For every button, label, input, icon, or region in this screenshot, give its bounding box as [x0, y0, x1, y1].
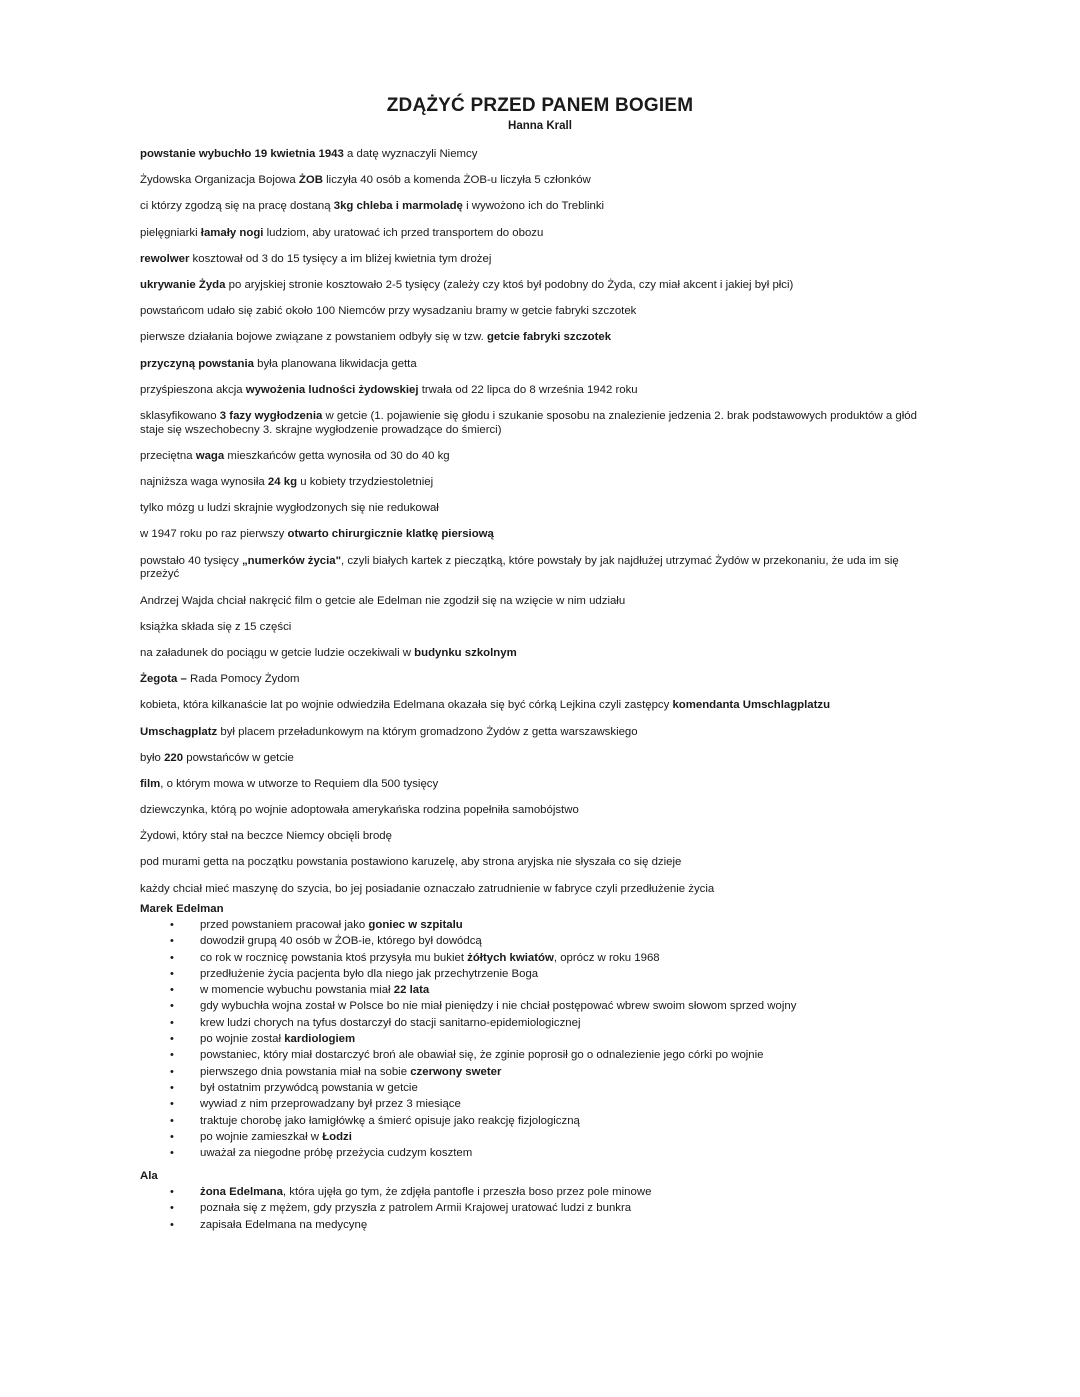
bold-text: ukrywanie Żyda: [140, 278, 226, 291]
fact-paragraph: [140, 830, 940, 844]
bullet-icon: •: [170, 1033, 174, 1046]
section-ala: [140, 1169, 940, 1233]
fact-paragraph: [140, 883, 940, 897]
fact-paragraph: [140, 279, 940, 293]
text-segment: po wojnie został: [200, 1033, 285, 1046]
bold-text: 3kg chleba i marmoladę: [333, 200, 463, 213]
bullet-icon: •: [170, 984, 174, 997]
text-segment: każdy chciał mieć maszynę do szycia, bo jej posiadanie oznaczało zatrudnienie w fabryce czyli przedłużenie życia: [140, 882, 715, 895]
text-segment: książka składa się z 15 części: [140, 620, 292, 633]
text-segment: ludziom, aby uratować ich przed transportem do obozu: [263, 226, 544, 239]
text-segment: powstańców w getcie: [183, 751, 294, 764]
list-item: [140, 1064, 940, 1080]
facts-list: [140, 148, 940, 909]
fact-paragraph: [140, 856, 940, 870]
text-segment: sklasyfikowano: [140, 409, 220, 422]
list-item: [140, 1031, 940, 1047]
text-segment: w momencie wybuchu powstania miał: [200, 984, 394, 997]
fact-paragraph: [140, 384, 940, 398]
text-segment: i wywożono ich do Treblinki: [462, 200, 605, 213]
bullet-list: [140, 1184, 940, 1233]
text-segment: , oprócz w roku 1968: [553, 951, 660, 964]
text-segment: traktuje chorobę jako łamigłówkę a śmierć opisuje jako reakcję fizjologiczną: [200, 1114, 580, 1127]
text-segment: wywiad z nim przeprowadzany był przez 3 miesiące: [200, 1098, 461, 1111]
bold-text: przyczyną powstania: [140, 357, 254, 370]
fact-paragraph: [140, 253, 940, 267]
text-segment: powstańcom udało się zabić około 100 Niemców przy wysadzaniu bramy w getcie fabryki szczotek: [140, 305, 637, 318]
bold-text: kardiologiem: [284, 1033, 356, 1046]
bold-text: żółtych kwiatów: [467, 951, 554, 964]
bold-text: film: [140, 777, 161, 790]
list-item: [140, 966, 940, 982]
text-segment: , która ujęła go tym, że zdjęła pantofle i przeszła boso przez pole minowe: [282, 1186, 652, 1198]
bold-text: wywożenia ludności żydowskiej: [245, 383, 419, 396]
bold-text: „numerków życia": [241, 554, 342, 567]
text-segment: gdy wybuchła wojna został w Polsce bo nie miał pieniędzy i nie chciał postępować wbrew swoim słowom sprzed wojny: [200, 1000, 797, 1013]
fact-paragraph: [140, 476, 940, 490]
fact-paragraph: [140, 227, 940, 241]
bullet-icon: •: [170, 1130, 174, 1143]
list-item: [140, 1129, 940, 1145]
fact-paragraph: [140, 726, 940, 740]
text-segment: przed powstaniem pracował jako: [200, 919, 369, 931]
bullet-icon: •: [170, 1016, 174, 1029]
fact-paragraph: [140, 305, 940, 319]
fact-paragraph: [140, 752, 940, 766]
bold-text: 220: [164, 751, 184, 764]
text-segment: najniższa waga wynosiła: [140, 476, 268, 489]
text-segment: tylko mózg u ludzi skrajnie wygłodzonych się nie redukował: [140, 502, 439, 515]
bold-text: waga: [195, 449, 225, 462]
text-segment: ci którzy zgodzą się na pracę dostaną: [140, 200, 334, 213]
text-segment: w getcie (1. pojawienie się głodu i szukanie sposobu na znalezienie jedzenia 2. brak podstawowych produktów a głód staje się wszechobecny 3. skrajne wygłodzenie prowadzące do śmierci): [140, 409, 917, 436]
bold-text: 22 lata: [393, 984, 430, 997]
bold-text: getcie fabryki szczotek: [486, 331, 612, 344]
bold-text: 3 fazy wygłodzenia: [219, 409, 323, 422]
bullet-icon: •: [170, 1081, 174, 1094]
text-segment: co rok w rocznicę powstania ktoś przysyła mu bukiet: [200, 951, 468, 964]
text-segment: Andrzej Wajda chciał nakręcić film o getcie ale Edelman nie zgodził się na wzięcie w nim udziału: [140, 594, 626, 607]
list-item: [140, 1015, 940, 1031]
bullet-icon: •: [170, 1147, 174, 1160]
text-segment: pierwsze działania bojowe związane z powstaniem odbyły się w tzw.: [140, 331, 487, 344]
text-segment: powstało 40 tysięcy: [140, 554, 242, 567]
bullet-icon: •: [170, 1202, 174, 1215]
fact-paragraph: [140, 410, 940, 438]
text-segment: Żydowska Organizacja Bojowa: [140, 174, 299, 187]
fact-paragraph: [140, 673, 940, 687]
bold-text: 24 kg: [267, 476, 298, 489]
list-item: [140, 1047, 940, 1063]
fact-paragraph: [140, 331, 940, 345]
list-item: [140, 1200, 940, 1216]
fact-paragraph: [140, 148, 940, 162]
bold-text: Żegota –: [140, 673, 187, 686]
bold-text: otwarto chirurgicznie klatkę piersiową: [287, 528, 494, 541]
section-title: Marek Edelman: [140, 903, 224, 915]
text-segment: dziewczynka, którą po wojnie adoptowała amerykańska rodzina popełniła samobójstwo: [140, 804, 579, 817]
text-segment: była planowana likwidacja getta: [253, 357, 417, 370]
text-segment: Żydowi, który stał na beczce Niemcy obcięli brodę: [140, 830, 392, 843]
text-segment: było: [140, 751, 165, 764]
list-item: [140, 1113, 940, 1129]
fact-paragraph: [140, 595, 940, 609]
fact-paragraph: [140, 804, 940, 818]
bullet-list: [140, 917, 940, 1161]
text-segment: poznała się z mężem, gdy przyszła z patrolem Armii Krajowej uratować ludzi z bunkra: [200, 1202, 632, 1215]
text-segment: u kobiety trzydziestoletniej: [297, 476, 434, 489]
fact-paragraph: [140, 647, 940, 661]
list-item: [140, 1184, 940, 1200]
list-item: [140, 933, 940, 949]
bullet-icon: •: [170, 951, 174, 964]
text-segment: pielęgniarki: [140, 226, 201, 239]
list-item: [140, 1080, 940, 1096]
bold-text: żona Edelmana: [200, 1186, 283, 1198]
bold-text: czerwony sweter: [410, 1065, 502, 1078]
text-segment: krew ludzi chorych na tyfus dostarczył do stacji sanitarno-epidemiologicznej: [200, 1016, 581, 1029]
bullet-icon: •: [170, 1098, 174, 1111]
bullet-icon: •: [170, 1218, 174, 1231]
list-item: [140, 982, 940, 998]
fact-paragraph: [140, 555, 940, 583]
fact-paragraph: [140, 699, 940, 713]
bullet-icon: •: [170, 967, 174, 980]
bold-text: Łodzi: [322, 1130, 352, 1143]
fact-paragraph: [140, 621, 940, 635]
text-segment: Rada Pomocy Żydom: [186, 673, 300, 686]
text-segment: był ostatnim przywódcą powstania w getcie: [200, 1081, 418, 1094]
fact-paragraph: [140, 778, 940, 792]
bullet-icon: •: [170, 1114, 174, 1127]
text-segment: na załadunek do pociągu w getcie ludzie oczekiwali w: [140, 646, 415, 659]
bullet-icon: •: [170, 1000, 174, 1013]
fact-paragraph: [140, 502, 940, 516]
fact-paragraph: [140, 528, 940, 542]
fact-paragraph: [140, 450, 940, 464]
bold-text: ŻOB: [298, 174, 323, 187]
text-segment: przedłużenie życia pacjenta było dla niego jak przechytrzenie Boga: [200, 967, 539, 980]
list-item: [140, 1145, 940, 1161]
text-segment: , o którym mowa w utworze to Requiem dla 500 tysięcy: [160, 777, 439, 790]
bullet-icon: •: [170, 1065, 174, 1078]
fact-paragraph: [140, 200, 940, 214]
list-item: [140, 1217, 940, 1233]
list-item: [140, 950, 940, 966]
fact-paragraph: [140, 174, 940, 188]
text-segment: przyśpieszona akcja: [140, 383, 246, 396]
text-segment: a datę wyznaczyli Niemcy: [343, 148, 478, 160]
text-segment: pod murami getta na początku powstania postawiono karuzelę, aby strona aryjska nie słyszała co się dzieje: [140, 856, 682, 869]
section-marek-edelman: [140, 902, 940, 1161]
text-segment: dowodził grupą 40 osób w ŻOB-ie, którego był dowódcą: [200, 935, 482, 948]
fact-paragraph: [140, 358, 940, 372]
text-segment: przeciętna: [140, 449, 196, 462]
document-title: ZDĄŻYĆ PRZED PANEM BOGIEM: [386, 95, 694, 116]
bullet-icon: •: [170, 935, 174, 948]
bold-text: powstanie wybuchło 19 kwietnia 1943: [140, 148, 344, 160]
document-author: Hanna Krall: [508, 120, 572, 132]
text-segment: kosztował od 3 do 15 tysięcy a im bliżej kwietnia tym drożej: [189, 252, 492, 265]
bullet-icon: •: [170, 919, 174, 931]
list-item: [140, 917, 940, 933]
text-segment: liczyła 40 osób a komenda ŻOB-u liczyła 5 członków: [322, 174, 591, 187]
section-title: Ala: [140, 1170, 158, 1182]
text-segment: po wojnie zamieszkał w: [200, 1130, 323, 1143]
text-segment: po aryjskiej stronie kosztowało 2-5 tysięcy (zależy czy ktoś był podobny do Żyda, czy miał akcent i jakiej był płci): [225, 278, 794, 291]
bullet-icon: •: [170, 1049, 174, 1062]
text-segment: zapisała Edelmana na medycynę: [200, 1218, 368, 1231]
text-segment: pierwszego dnia powstania miał na sobie: [200, 1065, 411, 1078]
text-segment: kobieta, która kilkanaście lat po wojnie odwiedziła Edelmana okazała się być córką Lejkina czyli zastępcy: [140, 699, 673, 712]
bullet-icon: •: [170, 1186, 174, 1198]
bold-text: Umschagplatz: [140, 725, 218, 738]
text-segment: trwała od 22 lipca do 8 września 1942 roku: [418, 383, 638, 396]
list-item: [140, 998, 940, 1014]
text-segment: , czyli białych kartek z pieczątką, które powstały by jak najdłużej utrzymać Żydów w przekonaniu, że uda im się przeżyć: [140, 554, 899, 581]
bold-text: budynku szkolnym: [414, 646, 517, 659]
list-item: [140, 1096, 940, 1112]
bold-text: goniec w szpitalu: [368, 919, 463, 931]
text-segment: w 1947 roku po raz pierwszy: [140, 528, 288, 541]
text-segment: powstaniec, który miał dostarczyć broń ale obawiał się, że zginie poprosił go o odnalezienie jego córki po wojnie: [200, 1049, 764, 1062]
bold-text: łamały nogi: [200, 226, 264, 239]
bold-text: komendanta Umschlagplatzu: [672, 699, 831, 712]
text-segment: uważał za niegodne próbę przeżycia cudzym kosztem: [200, 1147, 473, 1160]
bold-text: rewolwer: [140, 252, 190, 265]
text-segment: mieszkańców getta wynosiła od 30 do 40 kg: [224, 449, 450, 462]
text-segment: był placem przeładunkowym na którym gromadzono Żydów z getta warszawskiego: [217, 725, 638, 738]
